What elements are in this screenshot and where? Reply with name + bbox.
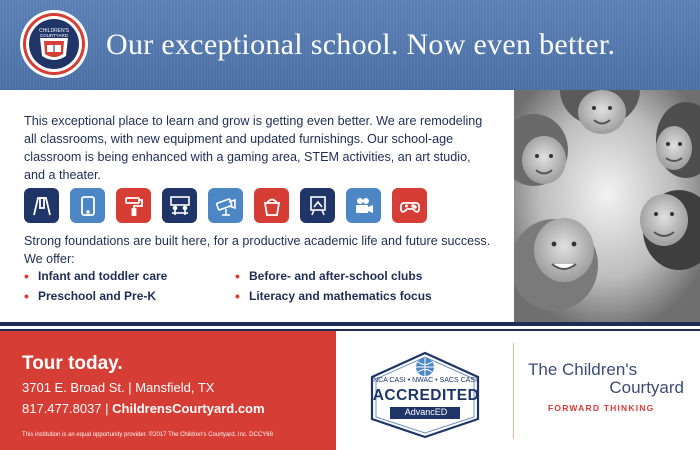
offer-lead-paragraph: Strong foundations are built here, for a productive academic life and future success. We offer: [24,234,491,266]
bullet-icon: • [235,268,240,284]
children-photo [514,90,700,322]
accreditation-caption: NCA CASI • NWAC • SACS CASI [373,377,477,384]
list-item: • Literacy and mathematics focus [235,288,432,304]
paint-roller-icon [116,188,151,223]
bullet-icon: • [24,268,29,284]
game-controller-icon [392,188,427,223]
legal-disclaimer: This institution is an equal opportunity provider. ©2017 The Children's Courtyard, Inc. DCCY68 [22,432,273,438]
tour-heading: Tour today. [22,353,123,374]
swing-set-icon [24,188,59,223]
easel-icon [300,188,335,223]
address: 3701 E. Broad St. | Mansfield, TX [22,380,215,395]
brand-panel [336,331,700,450]
brand-tagline: FORWARD THINKING [548,403,655,413]
bullet-icon: • [24,288,29,304]
accreditation-title: ACCREDITED [372,387,480,404]
list-item: • Preschool and Pre-K [24,288,157,304]
accreditation-sub: AdvancED [404,407,448,417]
feature-icons-row [24,188,494,224]
header-banner [0,0,700,90]
contact-line [22,401,265,416]
website-link[interactable]: ChildrensCourtyard.com [112,401,265,416]
headline: Our exceptional school. Now even better. [106,28,616,61]
video-camera-icon [346,188,381,223]
contact-panel [0,331,336,450]
bucket-icon [254,188,289,223]
offers-list [24,268,494,305]
classroom-icon [162,188,197,223]
phone-number[interactable]: 817.477.8037 | [22,401,109,416]
svg-text:CHILDREN'S: CHILDREN'S [39,28,69,34]
list-item: • Before- and after-school clubs [235,268,423,284]
tablet-icon [70,188,105,223]
bullet-icon: • [235,288,240,304]
school-seal-logo [18,8,90,80]
svg-text:COURTYARD: COURTYARD [39,33,69,38]
projector-icon [208,188,243,223]
intro-paragraph: This exceptional place to learn and grow is getting even better. We are remodeling all classrooms, with new equipment and updated furnishings. Our school-age classroom is being enhanced with a gaming area, STEM activities, an art studio, and a theater. [24,114,483,182]
brand-name-line2: Courtyard [609,378,684,397]
list-item: • Infant and toddler care [24,268,168,284]
brand-name-line1: The Children's [528,360,638,379]
brand-logo [528,361,690,413]
vertical-divider [513,343,514,439]
